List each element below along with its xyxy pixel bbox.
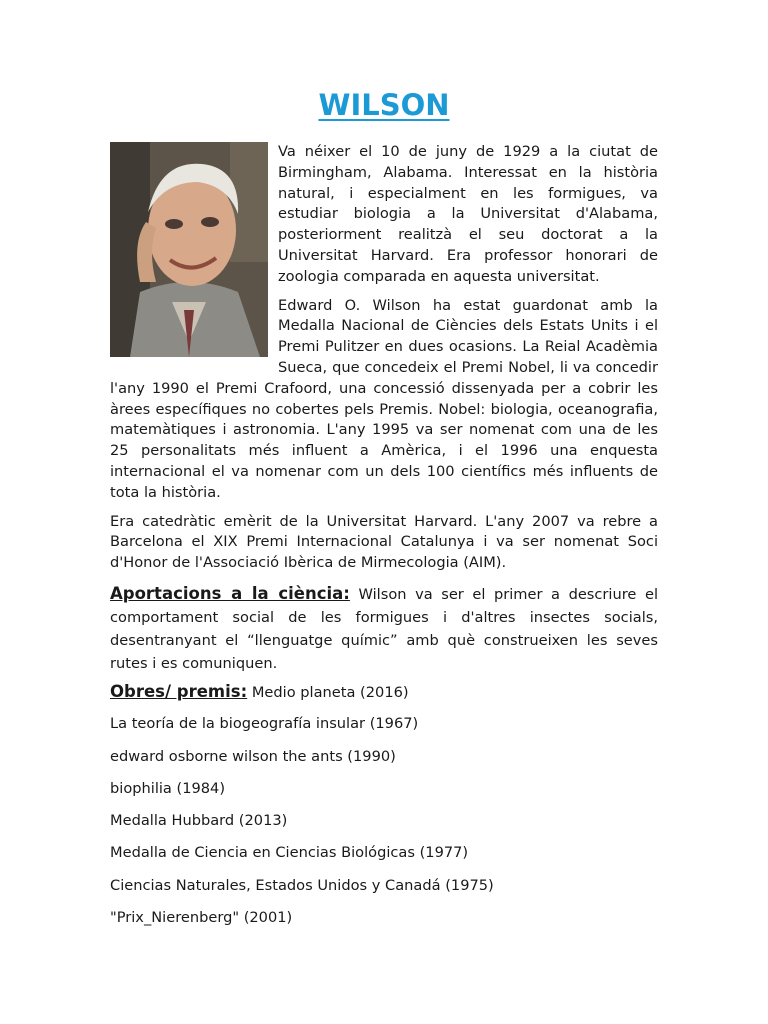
aportacions-section xyxy=(110,582,658,675)
paragraph-3: Era catedràtic emèrit de la Universitat Harvard. L'any 2007 va rebre a Barcelona el XIX Premi Internacional Catalunya i va ser nomenat Soci d'Honor de l'Associació Ibèrica de Mirmecologia (AIM). xyxy=(110,512,658,572)
list-item: "Prix_Nierenberg" (2001) xyxy=(110,909,293,927)
aportacions-heading: Aportacions a la ciència: xyxy=(110,583,350,603)
page-title: WILSON xyxy=(318,88,450,122)
portrait-photo xyxy=(110,142,268,357)
list-item: Medalla de Ciencia en Ciencias Biológicas (1977) xyxy=(110,844,469,862)
biography-text xyxy=(110,142,658,683)
obres-first: Medio planeta (2016) xyxy=(251,684,409,701)
list-item: biophilia (1984) xyxy=(110,779,226,797)
list-item: La teoría de la biogeografía insular (1967) xyxy=(110,715,419,733)
list-item: Ciencias Naturales, Estados Unidos y Canadá (1975) xyxy=(110,876,494,894)
works-list xyxy=(110,682,658,940)
obres-heading: Obres/ premis: xyxy=(110,682,248,701)
paragraph-1: Va néixer el 10 de juny de 1929 a la ciutat de Birmingham, Alabama. Interessat en la història natural, i especialment en les formigues, va estudiar biologia a la Universitat d'Alabama, posteriorment realitzà el seu doctorat a la Universitat Harvard. Era professor honorari de zoologia comparada en aquesta universitat. xyxy=(278,143,658,285)
list-item: Medalla Hubbard (2013) xyxy=(110,812,288,830)
aportacions-text: Wilson va ser el primer a descriure el comportament social de les formigues i d'altres insectes socials, desentranyant el “llenguatge químic” amb què construeixen les seves rutes i es comuniquen. xyxy=(110,585,658,672)
list-item: edward osborne wilson the ants (1990) xyxy=(110,747,396,765)
portrait-illustration xyxy=(110,142,268,357)
list-item xyxy=(110,682,658,714)
paragraph-2: Edward O. Wilson ha estat guardonat amb la Medalla Nacional de Ciències dels Estats Units i el Premi Pulitzer en dues ocasions. La Reial Acadèmia Sueca, que concedeix el Premi Nobel, li va concedir l'any 1990 el Premi Crafoord, una concessió dissenyada per a cobrir les àrees específiques no cobertes pels Premis. Nobel: biologia, oceanografia, matemàtiques i astronomia. L'any 1995 va ser nomenat com una de les 25 personalitats més influent a Amèrica, i el 1996 una enquesta internacional el va nomenar com un dels 100 científics més influents de tota la història. xyxy=(110,296,658,501)
